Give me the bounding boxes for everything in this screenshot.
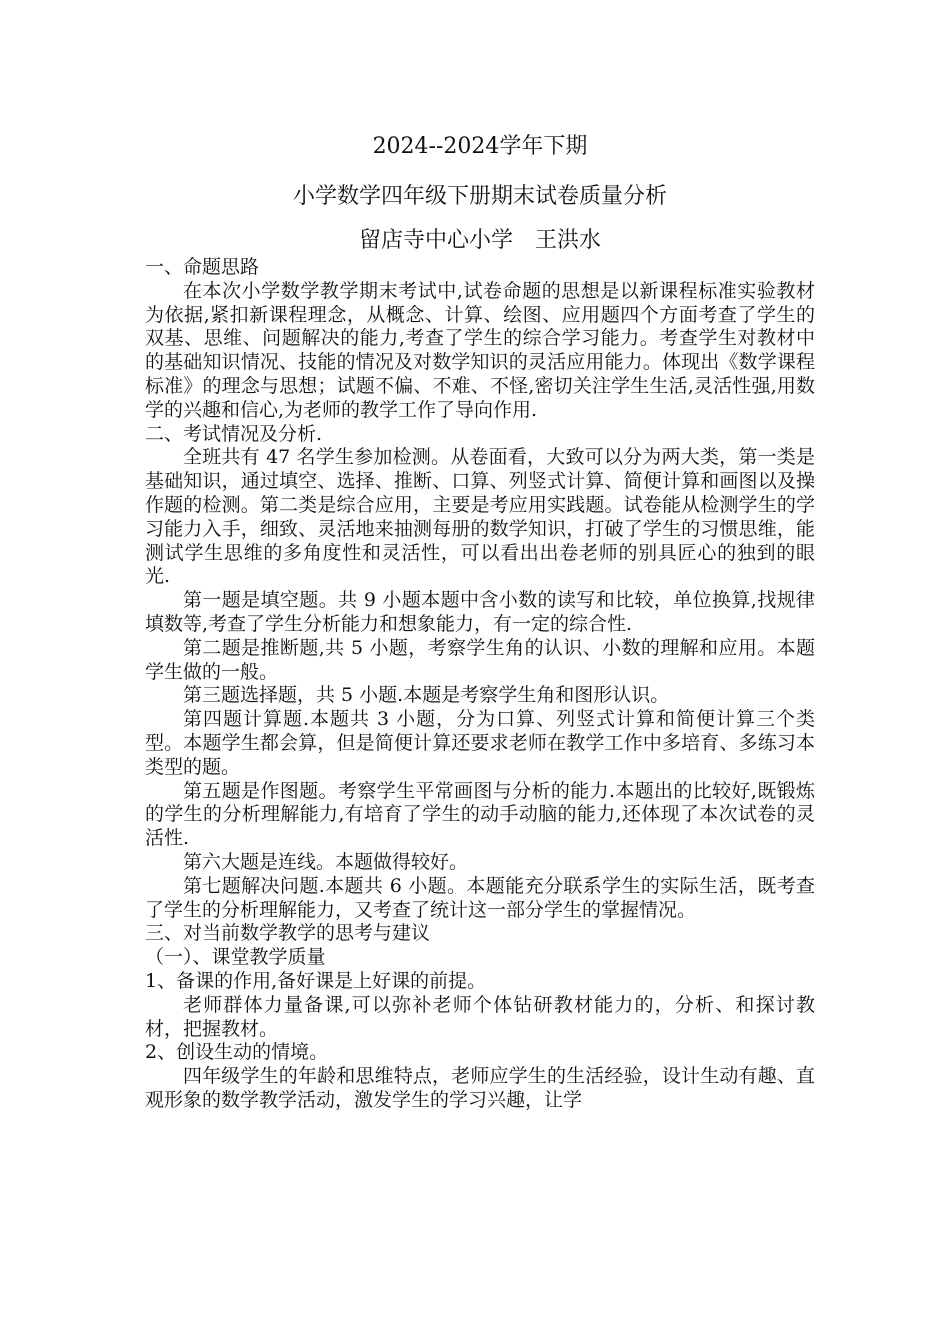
paragraph: 第三题选择题，共 5 小题.本题是考察学生角和图形认识。 (183, 684, 670, 707)
paragraph: 第一题是填空题。共 9 小题本题中含小数的读写和比较，单位换算,找规律填数等,考查了学生分析能力和想象能力，有一定的综合性. (145, 589, 815, 635)
paragraph: 四年级学生的年龄和思维特点，老师应学生的生活经验，设计生动有趣、直观形象的数学教学活动，激发学生的学习兴趣，让学 (145, 1065, 815, 1111)
paragraph: 第五题是作图题。考察学生平常画图与分析的能力.本题出的比较好,既锻炼的学生的分析理解能力,有培育了学生的动手动脑的能力,还体现了本次试卷的灵活性. (145, 779, 815, 850)
section-heading-2: 二、考试情况及分析. (145, 422, 323, 445)
section-heading-1: 一、命题思路 (145, 256, 260, 278)
subsection-heading: （一）、课堂教学质量 (145, 946, 326, 969)
document-body (145, 256, 815, 1113)
paragraph: 第二题是推断题,共 5 小题，考察学生角的认识、小数的理解和应用。本题学生做的一般。 (145, 636, 815, 683)
list-item-heading: 2、创设生动的情境。 (145, 1041, 329, 1064)
paragraph: 第七题解决问题.本题共 6 小题。本题能充分联系学生的实际生活，既考查了学生的分析理解能力，又考查了统计这一部分学生的掌握情况。 (145, 874, 815, 921)
paragraph: 老师群体力量备课,可以弥补老师个体钻研教材能力的，分析、和探讨教材，把握教材。 (145, 993, 815, 1040)
document-title-main: 小学数学四年级下册期末试卷质量分析 (292, 184, 667, 209)
document-page (145, 132, 815, 1113)
paragraph: 在本次小学数学教学期末考试中,试卷命题的思想是以新课程标准实验教材为依据,紧扣新课程理念，从概念、计算、绘图、应用题四个方面考查了学生的双基、思维、问题解决的能力,考查了学生的综合学习能力。考查学生对教材中的基础知识情况、技能的情况及对数学知识的灵活应用能力。体现出《数学课程标准》的理念与思想；试题不偏、不难、不怪,密切关注学生生活,灵活性强,用数学的兴趣和信心,为老师的教学工作了导向作用. (145, 279, 815, 421)
paragraph: 全班共有 47 名学生参加检测。从卷面看，大致可以分为两大类，第一类是基础知识，通过填空、选择、推断、口算、列竖式计算、简便计算和画图以及操作题的检测。第二类是综合应用，主要是考应用实践题。试卷能从检测学生的学习能力入手，细致、灵活地来抽测每册的数学知识，打破了学生的习惯思维，能测试学生思维的多角度性和灵活性，可以看出出卷老师的别具匠心的独到的眼光. (145, 446, 815, 588)
document-title-year: 2024--2024学年下期 (372, 134, 588, 159)
paragraph: 第四题计算题.本题共 3 小题，分为口算、列竖式计算和简便计算三个类型。本题学生都会算，但是简便计算还要求老师在教学工作中多培育、多练习本类型的题。 (145, 708, 815, 778)
section-heading-3: 三、对当前数学教学的思考与建议 (145, 922, 431, 945)
list-item-heading: 1、备课的作用,备好课是上好课的前提。 (145, 969, 487, 992)
paragraph: 第六大题是连线。本题做得较好。 (183, 850, 469, 873)
document-author: 留店寺中心小学 王洪水 (358, 228, 601, 253)
